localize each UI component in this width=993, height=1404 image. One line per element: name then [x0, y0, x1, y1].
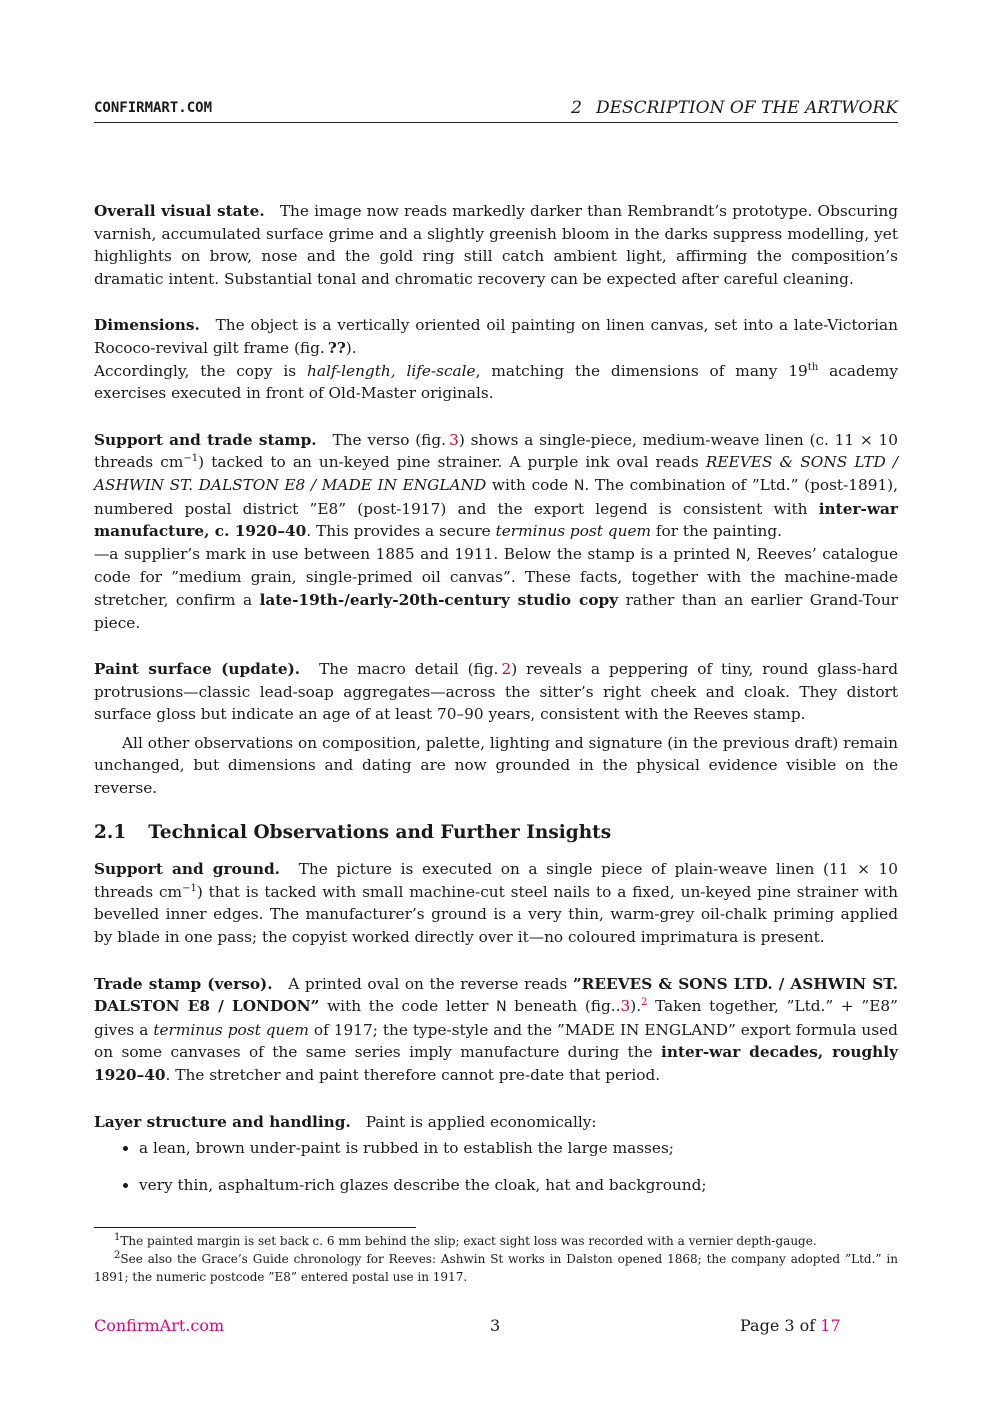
emphasis-text: terminus post quem [495, 522, 651, 541]
paragraph-text: The picture is executed on a single piece of plain-weave linen (11 × 10 threads cm [94, 860, 898, 901]
footnote-rule [94, 1227, 416, 1228]
superscript: −1 [182, 882, 197, 894]
footnote-text: See also the Grace’s Guide chronology for Reeves: Ashwin St works in Dalston opened 1868; the company adopted ”Ltd.” in 1891; the numeric postcode ”E8” entered postal use in 1917. [94, 1252, 898, 1284]
paragraph-layer-structure [94, 1111, 898, 1134]
page-footer [94, 1316, 898, 1338]
main-body [94, 200, 898, 1210]
bold-text: inter-war decades, roughly 1920–40 [94, 1043, 898, 1084]
list-item: • very thin, asphaltum-rich glazes describe the cloak, hat and background; [139, 1174, 898, 1197]
subsection-title: Technical Observations and Further Insights [148, 821, 612, 843]
paragraph-text: . The combination of ”Ltd.” (post-1891), numbered postal district ”E8” (post-1917) and the export legend is consistent with [94, 475, 899, 518]
paragraph-lead: Support and trade stamp. [94, 430, 317, 449]
list-item: • a lean, brown under-paint is rubbed in to establish the large masses; [139, 1137, 898, 1160]
bold-text: late-19th-/early-20th-century studio copy [259, 590, 619, 609]
footnote-ref-link[interactable]: 2 [641, 997, 648, 1009]
paragraph-text: . The stretcher and paint therefore cannot pre-date that period. [165, 1066, 661, 1084]
paragraph-text: beneath (fig.. [514, 997, 621, 1016]
paragraph-text: The image now reads markedly darker than Rembrandt’s prototype. Obscuring varnish, accumulated surface grime and a slightly greenish bloom in the darks suppress modelling, yet highlights on brow, nose and the gold ring still catch ambient light, affirming the composition’s dramatic intent. Substantial tonal and chromatic recovery can be expected after careful cleaning. [94, 202, 898, 288]
bullet-list [94, 1137, 898, 1196]
footnote-mark: 2 [114, 1250, 121, 1261]
paragraph-text: A printed oval on the reverse reads [288, 974, 568, 993]
footer-total-pages-link[interactable]: 17 [820, 1316, 841, 1335]
paragraph-text: Paint is applied economically: [365, 1112, 597, 1131]
paragraph-text: academy exercises executed in front of Old-Master originals. [94, 361, 898, 403]
bold-text: ”REEVES & SONS LTD. / ASHWIN ST. DALSTON E8 / LONDON” [94, 974, 898, 1016]
footer-page-number: 3 [490, 1316, 501, 1335]
emphasis-text: REEVES & SONS LTD / ASHWIN ST. DALSTON E8 / MADE IN ENGLAND [94, 453, 899, 494]
paragraph-text: , matching the dimensions of many 19 [475, 361, 808, 380]
superscript: −1 [183, 453, 199, 465]
paragraph-text: ) reveals a peppering of tiny, round glass-hard protrusions—classic lead-soap aggregates—across the sitter’s right cheek and cloak. They distort surface gloss but indicate an age of at least 70–90 years, consistent with the Reeves stamp. [94, 660, 898, 724]
paragraph-paint-surface [94, 658, 898, 726]
paragraph-other-observations: All other observations on composition, palette, lighting and signature (in the previous draft) remain unchanged, but dimensions and dating are now grounded in the physical evidence visible on the reverse. [94, 733, 898, 798]
footnote-1 [94, 1232, 898, 1250]
paragraph-text: Taken together, ”Ltd.” + ”E8” gives a [94, 997, 898, 1039]
code-letter: N [735, 546, 747, 563]
subsection-heading [94, 822, 898, 845]
paragraph-lead: Trade stamp (verso). [94, 974, 273, 993]
footnote-2 [94, 1250, 898, 1286]
paragraph-support-trade-stamp [94, 429, 898, 634]
paragraph-text: of 1917; the type-style and the ”MADE IN ENGLAND” export formula used on some canvases of the same series imply manufacture during the [94, 1020, 898, 1062]
paragraph-lead: Layer structure and handling. [94, 1112, 351, 1131]
figure-ref-link[interactable]: 3 [620, 997, 631, 1016]
header-section-name: DESCRIPTION OF THE ARTWORK [595, 98, 898, 118]
running-header [94, 98, 898, 123]
code-letter: N [573, 477, 585, 494]
paragraph-text: . This provides a secure [306, 522, 491, 541]
paragraph-lead: Overall visual state. [94, 202, 265, 220]
code-letter: N [496, 999, 507, 1016]
paragraph-lead: Support and ground. [94, 860, 281, 879]
broken-figure-ref: ?? [327, 338, 346, 357]
paragraph-text: ) tacked to an un-keyed pine strainer. A purple ink oval reads [198, 453, 699, 472]
paragraph-overall-visual-state [94, 200, 898, 290]
paragraph-text: The macro detail (fig. [319, 660, 499, 679]
footer-site-link[interactable]: ConfirmArt.com [94, 1316, 225, 1335]
paragraph-dimensions [94, 314, 898, 404]
paragraph-text: ). [630, 997, 642, 1016]
paragraph-text: with code [491, 475, 569, 494]
paragraph-text: Accordingly, the copy is [94, 361, 297, 380]
paragraph-text: ). [345, 338, 357, 357]
paragraph-text: —a supplier’s mark in use between 1885 and 1911. Below the stamp is a printed [94, 544, 731, 563]
bold-text: inter-war manufacture, c. 1920–40 [94, 499, 898, 541]
figure-ref-link[interactable]: 2 [501, 660, 512, 679]
paragraph-text: rather than an earlier Grand-Tour piece. [94, 590, 898, 632]
paragraph-support-ground [94, 858, 898, 948]
paragraph-text: , Reeves’ catalogue code for ”medium grain, single-primed oil canvas”. These facts, together with the machine-made stretcher, confirm a [94, 544, 899, 609]
paragraph-lead: Dimensions. [94, 316, 200, 335]
paragraph-text: ) that is tacked with small machine-cut steel nails to a fixed, un-keyed pine strainer with bevelled inner edges. The manufacturer’s ground is a very thin, warm-grey oil-chalk priming applied by blade in one pass; the copyist worked directly over it—no coloured imprimatura is present. [94, 882, 899, 947]
paragraph-trade-stamp-verso [94, 973, 898, 1087]
footnote-mark: 1 [114, 1232, 121, 1243]
paragraph-lead: Paint surface (update). [94, 660, 301, 679]
emphasis-text: half-length, life-scale [306, 361, 476, 380]
header-logo: CONFIRMART.COM [94, 100, 213, 116]
figure-ref-link[interactable]: 3 [449, 430, 459, 449]
header-section-number: 2 [571, 98, 582, 118]
emphasis-text: terminus post quem [153, 1020, 309, 1039]
superscript: th [807, 361, 819, 373]
paragraph-text: The verso (fig. [332, 430, 447, 449]
footer-page-label: Page 3 of [740, 1316, 816, 1335]
footnote-text: The painted margin is set back c. 6 mm behind the slip; exact sight loss was recorded with a vernier depth-gauge. [120, 1234, 817, 1248]
footnotes [94, 1232, 898, 1286]
subsection-number: 2.1 [94, 821, 127, 843]
paragraph-text: for the painting. [655, 522, 783, 541]
paragraph-text: The object is a vertically oriented oil painting on linen canvas, set into a late-Victorian Rococo-revival gilt frame (fig. [94, 316, 898, 357]
paragraph-text: with the code letter [327, 997, 489, 1016]
header-section-title [571, 98, 898, 118]
paragraph-text: ) shows a single-piece, medium-weave linen (c. 11 × 10 threads cm [94, 430, 898, 472]
footer-page-of [740, 1316, 841, 1335]
